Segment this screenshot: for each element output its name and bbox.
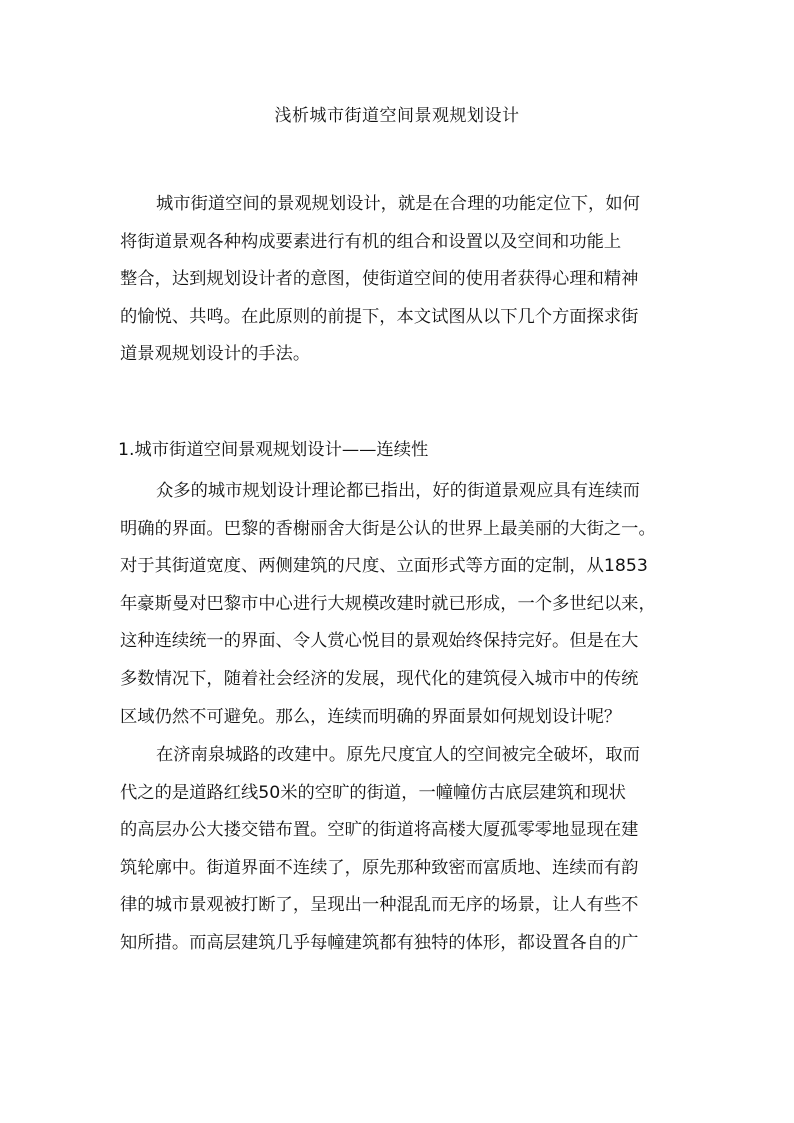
section1-paragraph-2 bbox=[120, 737, 680, 963]
paragraph-line: 众多的城市规划设计理论都已指出，好的街道景观应具有连续而 bbox=[156, 481, 640, 501]
paragraph-line: 多数情况下，随着社会经济的发展，现代化的建筑侵入城市中的传统 bbox=[120, 668, 639, 689]
document-title: 浅析城市街道空间景观规划设计 bbox=[274, 106, 520, 126]
paragraph-line: 对于其街道宽度、两侧建筑的尺度、立面形式等方面的定制，从1853 bbox=[120, 556, 648, 577]
paragraph-line: 知所措。而高层建筑几乎每幢建筑都有独特的体形，都设置各自的广 bbox=[120, 932, 639, 953]
intro-line: 城市街道空间的景观规划设计，就是在合理的功能定位下，如何 bbox=[156, 194, 640, 214]
intro-line: 的愉悦、共鸣。在此原则的前提下，本文试图从以下几个方面探求街 bbox=[120, 306, 639, 327]
paragraph-line: 在济南泉城路的改建中。原先尺度宜人的空间被完全破坏，取而 bbox=[156, 745, 640, 765]
paragraph-line: 年豪斯曼对巴黎市中心进行大规模改建时就已形成，一个多世纪以来， bbox=[120, 593, 656, 614]
paragraph-line: 律的城市景观被打断了，呈现出一种混乱而无序的场景，让人有些不 bbox=[120, 895, 639, 916]
section1-paragraph-1 bbox=[120, 473, 680, 736]
paragraph-line: 明确的界面。巴黎的香榭丽舍大街是公认的世界上最美丽的大街之一。 bbox=[120, 518, 656, 539]
intro-line: 将街道景观各种构成要素进行有机的组合和设置以及空间和功能上 bbox=[120, 231, 622, 252]
intro-line: 整合，达到规划设计者的意图，使街道空间的使用者获得心理和精神 bbox=[120, 269, 639, 290]
paragraph-line: 的高层办公大搂交错布置。空旷的街道将高楼大厦孤零零地显现在建 bbox=[120, 820, 639, 841]
paragraph-line: 这种连续统一的界面、令人赏心悦目的景观始终保持完好。但是在大 bbox=[120, 631, 639, 652]
section-heading: 1.城市街道空间景观规划设计——连续性 bbox=[118, 440, 429, 460]
paragraph-line: 筑轮廓中。街道界面不连续了，原先那种致密而富质地、连续而有韵 bbox=[120, 857, 639, 878]
intro-paragraph bbox=[120, 186, 680, 374]
paragraph-line: 代之的是道路红线50米的空旷的街道，一幢幢仿古底层建筑和现状 bbox=[120, 782, 626, 803]
intro-line: 道景观规划设计的手法。 bbox=[120, 344, 311, 365]
paragraph-line: 区域仍然不可避免。那么，连续而明确的界面景如何规划设计呢？ bbox=[120, 706, 622, 727]
